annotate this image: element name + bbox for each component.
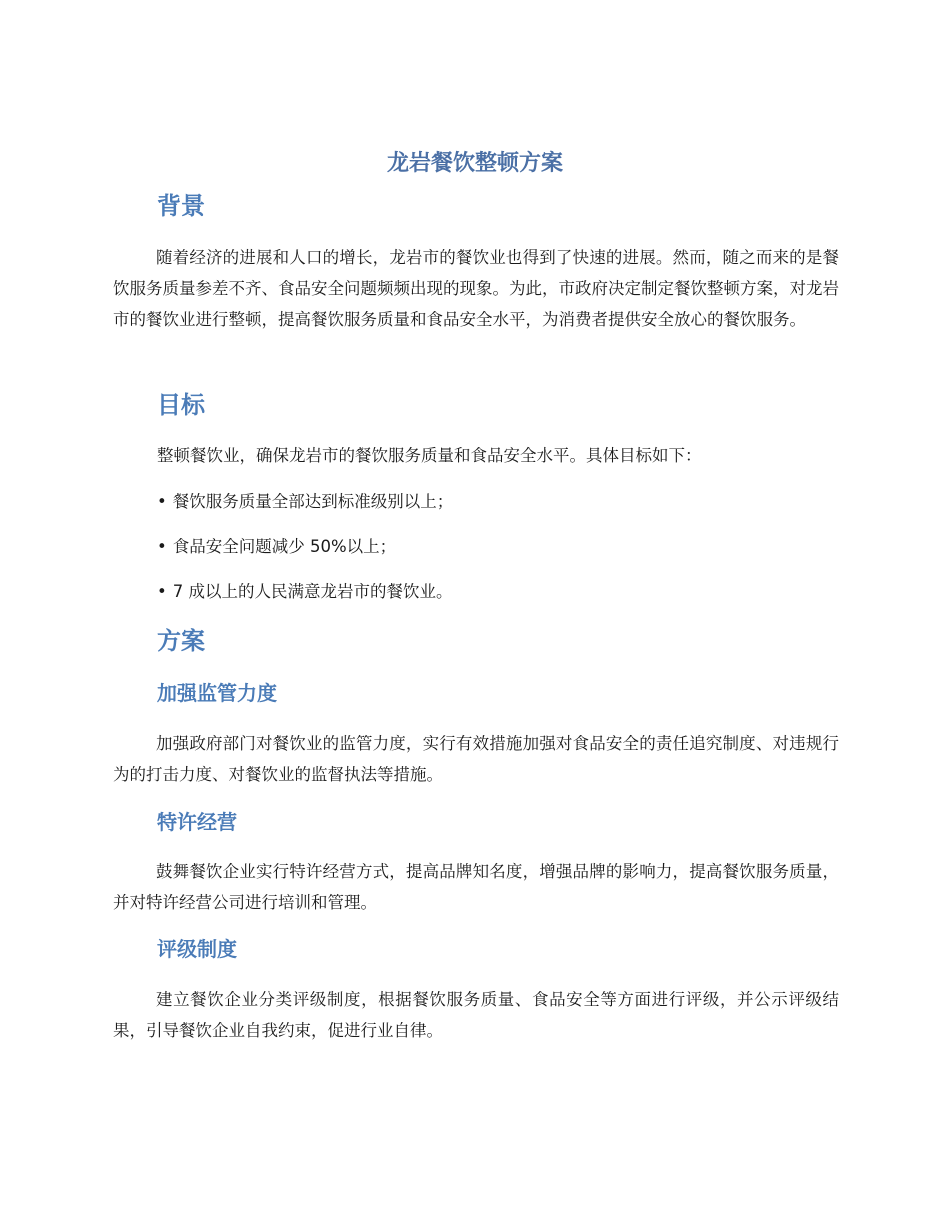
bullet-icon: • [157, 537, 167, 556]
bullet-icon: • [157, 582, 167, 601]
document-title: 龙岩餐饮整顿方案 [386, 151, 563, 176]
subsection-heading-rating: 评级制度 [157, 937, 237, 961]
bullet-icon: • [157, 492, 167, 511]
section-heading-background: 背景 [157, 192, 205, 220]
franchise-paragraph: 鼓舞餐饮企业实行特许经营方式，提高品牌知名度，增强品牌的影响力，提高餐饮服务质量，并对特许经营公司进行培训和管理。 [113, 862, 839, 912]
goal-list-item [157, 578, 452, 606]
supervision-paragraph: 加强政府部门对餐饮业的监管力度，实行有效措施加强对食品安全的责任追究制度、对违规行为的打击力度、对餐饮业的监督执法等措施。 [113, 734, 839, 784]
subsection-heading-franchise: 特许经营 [157, 810, 237, 834]
goal-item-text: 7 成以上的人民满意龙岩市的餐饮业。 [172, 582, 453, 601]
goal-list-item [157, 533, 396, 561]
background-paragraph: 随着经济的进展和人口的增长，龙岩市的餐饮业也得到了快速的进展。然而，随之而来的是餐饮服务质量参差不齐、食品安全问题频频出现的现象。为此，市政府决定制定餐饮整顿方案，对龙岩市的餐饮业进行整顿，提高餐饮服务质量和食品安全水平，为消费者提供安全放心的餐饮服务。 [113, 248, 839, 329]
section-heading-plan: 方案 [157, 627, 205, 655]
goal-list-item [157, 488, 453, 516]
rating-paragraph: 建立餐饮企业分类评级制度，根据餐饮服务质量、食品安全等方面进行评级，并公示评级结果，引导餐饮企业自我约束，促进行业自律。 [113, 990, 839, 1040]
goals-intro: 整顿餐饮业，确保龙岩市的餐饮服务质量和食品安全水平。具体目标如下： [157, 446, 702, 465]
section-heading-goals: 目标 [157, 391, 205, 419]
subsection-heading-supervision: 加强监管力度 [157, 681, 277, 705]
goal-item-text: 餐饮服务质量全部达到标准级别以上； [172, 492, 454, 511]
goal-item-text: 食品安全问题减少 50%以上； [172, 537, 397, 556]
